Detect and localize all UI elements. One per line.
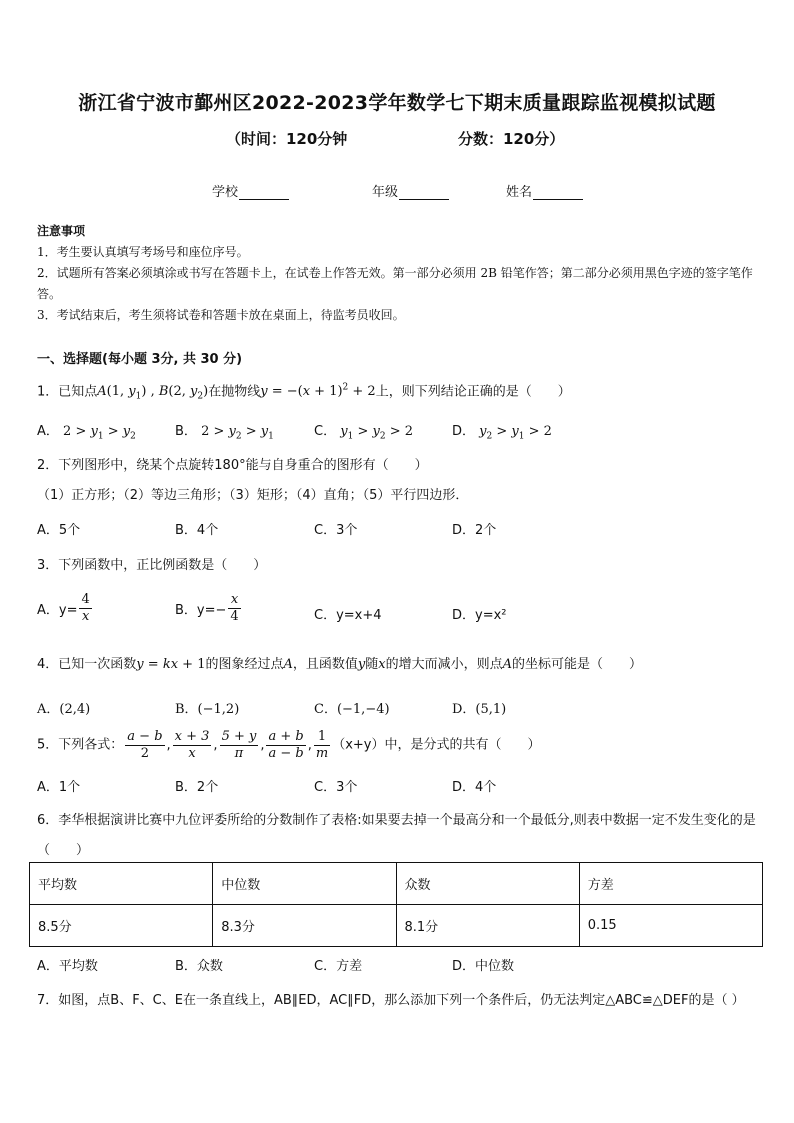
q6-option-a[interactable]: A．平均数 — [37, 959, 98, 974]
q3-option-c[interactable]: C．y=x+4 — [314, 608, 382, 623]
q5-option-a[interactable]: A．1个 — [37, 780, 81, 795]
name-label: 姓名 — [506, 185, 533, 200]
q1-option-a[interactable]: A． $2 > y_1 > y_2$ — [37, 424, 136, 442]
table-row — [30, 905, 763, 947]
q2-option-b[interactable]: B．4个 — [175, 523, 219, 538]
table-cell: 8.3分 — [213, 905, 396, 947]
q1-option-b[interactable]: B． $2 > y_2 > y_1$ — [175, 424, 274, 442]
notice-heading: 注意事项 — [37, 224, 86, 238]
q3-option-a[interactable]: A．y= $\frac{4}{x}$ — [37, 592, 90, 624]
table-header: 方差 — [579, 863, 762, 905]
q4-option-c[interactable]: C．(−1,−4) — [314, 702, 390, 717]
q2-option-c[interactable]: C．3个 — [314, 523, 358, 538]
q4-option-d[interactable]: D．(5,1) — [452, 702, 507, 717]
question-7: 7．如图，点B、F、C、E在一条直线上，AB∥ED，AC∥FD，那么添加下列一个条件后，仍无法判定△ABC≌△DEF的是（ ） — [37, 993, 745, 1008]
school-field[interactable] — [212, 181, 289, 200]
q4-option-a[interactable]: A．(2,4) — [37, 702, 91, 717]
notice-item-3: 3．考试结束后，考生须将试卷和答题卡放在桌面上，待监考员收回。 — [37, 308, 405, 322]
question-3: 3．下列函数中，正比例函数是（ ） — [37, 558, 267, 573]
q1-option-c[interactable]: C． $y_1 > y_2 > 2$ — [314, 424, 414, 442]
q1-parabola: $y = -(x + 1)^2 + 2$ — [260, 383, 376, 400]
exam-title: 浙江省宁波市鄞州区2022-2023学年数学七下期末质量跟踪监视模拟试题 — [78, 92, 716, 114]
q1-post: 上，则下列结论正确的是（ ） — [375, 384, 571, 400]
grade-label: 年级 — [372, 185, 399, 200]
question-1 — [37, 378, 762, 407]
table-header-row — [30, 863, 763, 905]
q1-mid: 在抛物线 — [208, 384, 261, 400]
table-cell: 8.1分 — [396, 905, 579, 947]
name-blank[interactable] — [533, 187, 583, 200]
table-cell: 0.15 — [579, 905, 762, 947]
table-cell: 8.5分 — [30, 905, 213, 947]
q3-option-d[interactable]: D．y=x² — [452, 608, 507, 623]
q1-option-d[interactable]: D． $y_2 > y_1 > 2$ — [452, 424, 552, 442]
grade-field[interactable] — [372, 181, 449, 200]
question-6: 6．李华根据演讲比赛中九位评委所给的分数制作了表格:如果要去掉一个最高分和一个最低分,则表中数据一定不发生变化的是（ ） — [37, 813, 756, 858]
q5-option-b[interactable]: B．2个 — [175, 780, 219, 795]
q5-option-d[interactable]: D．4个 — [452, 780, 497, 795]
grade-blank[interactable] — [399, 187, 449, 200]
q6-option-b[interactable]: B．众数 — [175, 959, 223, 974]
name-field[interactable] — [506, 181, 583, 200]
notice-item-1: 1．考生要认真填写考场号和座位序号。 — [37, 245, 249, 259]
q2-items: （1）正方形；（2）等边三角形；（3）矩形；（4）直角；（5）平行四边形． — [37, 488, 469, 503]
question-5: 5．下列各式： $\frac{a - b}{2}$ , $\frac{x + 3}{x}$ , $\frac{5 + y}{\pi}$ , $\frac{a + b}{a - b}$ , $\frac{1}{m}$ （x+y）中，是分式的共有（ ） — [37, 729, 541, 761]
table-header: 众数 — [396, 863, 579, 905]
q2-option-d[interactable]: D．2个 — [452, 523, 497, 538]
q3-option-b[interactable]: B．y=− $\frac{x}{4}$ — [175, 592, 239, 624]
q2-option-a[interactable]: A．5个 — [37, 523, 81, 538]
exam-time: （时间：120分钟 — [226, 130, 348, 148]
q6-option-c[interactable]: C．方差 — [314, 959, 363, 974]
question-4: 4．已知一次函数y = kx + 1的图象经过点A，且函数值y随x的增大而减小，则点A的坐标可能是（ ） — [37, 657, 643, 672]
exam-score: 分数：120分） — [458, 130, 565, 148]
notice-block — [37, 221, 759, 326]
question-2: 2．下列图形中，绕某个点旋转180°能与自身重合的图形有（ ） — [37, 458, 428, 473]
school-label: 学校 — [212, 185, 239, 200]
notice-item-2: 2．试题所有答案必须填涂或书写在答题卡上，在试卷上作答无效。第一部分必须用 2B 铅笔作答；第二部分必须用黑色字迹的签字笔作答。 — [37, 266, 753, 301]
q1-points: A(1, $y_1$) , B(2, $y_2$) — [97, 384, 209, 402]
table-header: 中位数 — [213, 863, 396, 905]
score-table — [29, 862, 763, 947]
school-blank[interactable] — [239, 187, 289, 200]
table-header: 平均数 — [30, 863, 213, 905]
q4-option-b[interactable]: B．(−1,2) — [175, 702, 240, 717]
section-heading: 一、选择题(每小题 3分, 共 30 分) — [37, 352, 243, 367]
q3-options — [37, 592, 762, 634]
q1-pre: 1．已知点 — [37, 384, 98, 400]
q6-option-d[interactable]: D．中位数 — [452, 959, 515, 974]
q5-option-c[interactable]: C．3个 — [314, 780, 358, 795]
